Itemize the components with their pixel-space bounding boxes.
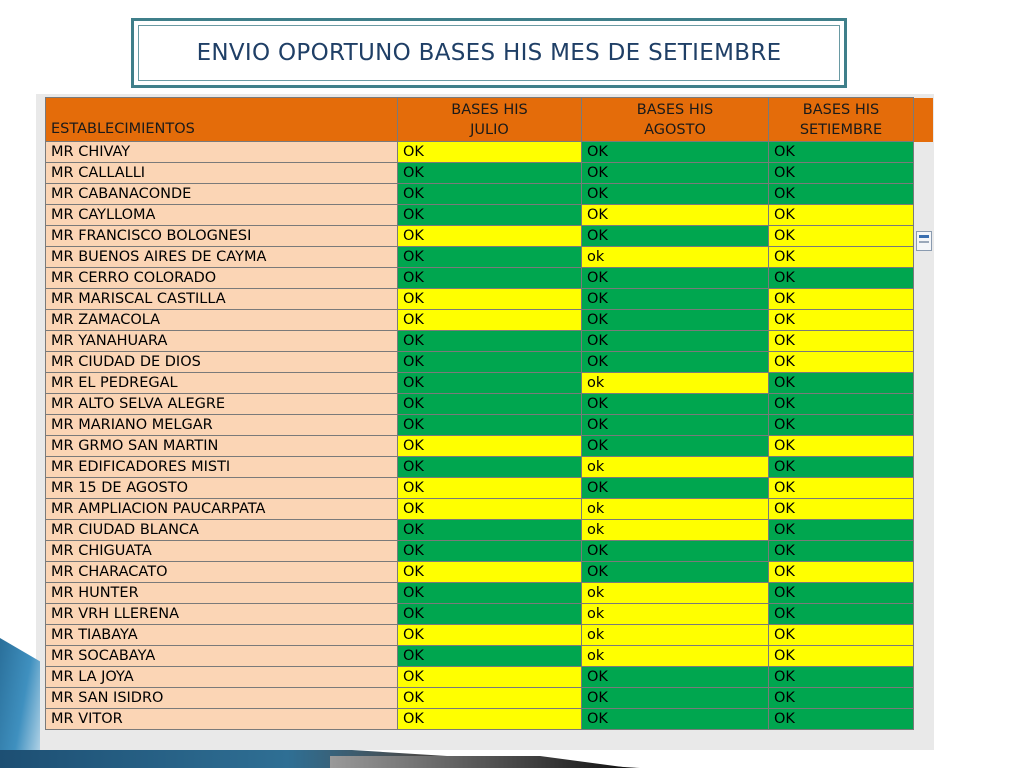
empty-cell bbox=[914, 562, 934, 583]
status-cell-agosto: ok bbox=[582, 604, 769, 625]
status-cell-setiembre: OK bbox=[769, 478, 914, 499]
table-row bbox=[46, 289, 934, 310]
establishment-name-cell: MR SAN ISIDRO bbox=[46, 688, 398, 709]
table-row bbox=[46, 478, 934, 499]
status-cell-julio: OK bbox=[398, 310, 582, 331]
status-cell-julio: OK bbox=[398, 373, 582, 394]
establishment-name-cell: MR ZAMACOLA bbox=[46, 310, 398, 331]
header-julio-line2: JULIO bbox=[470, 121, 509, 138]
status-cell-julio: OK bbox=[398, 478, 582, 499]
status-cell-setiembre: OK bbox=[769, 394, 914, 415]
status-cell-setiembre: OK bbox=[769, 289, 914, 310]
table-row bbox=[46, 142, 934, 163]
status-cell-setiembre: OK bbox=[769, 331, 914, 352]
status-cell-julio: OK bbox=[398, 562, 582, 583]
empty-cell bbox=[914, 625, 934, 646]
status-cell-agosto: OK bbox=[582, 310, 769, 331]
establishment-name-cell: MR AMPLIACION PAUCARPATA bbox=[46, 499, 398, 520]
status-cell-julio: OK bbox=[398, 541, 582, 562]
empty-cell bbox=[914, 604, 934, 625]
status-cell-setiembre: OK bbox=[769, 499, 914, 520]
paste-options-icon[interactable] bbox=[916, 231, 932, 251]
table-row bbox=[46, 709, 934, 730]
establishment-name-cell: MR 15 DE AGOSTO bbox=[46, 478, 398, 499]
empty-cell bbox=[914, 331, 934, 352]
status-cell-julio: OK bbox=[398, 499, 582, 520]
status-cell-setiembre: OK bbox=[769, 541, 914, 562]
status-cell-julio: OK bbox=[398, 688, 582, 709]
table-row bbox=[46, 205, 934, 226]
header-setiembre-line2: SETIEMBRE bbox=[799, 121, 883, 138]
status-cell-julio: OK bbox=[398, 247, 582, 268]
header-setiembre bbox=[769, 98, 914, 142]
status-cell-setiembre: OK bbox=[769, 667, 914, 688]
status-cell-setiembre: OK bbox=[769, 457, 914, 478]
status-cell-setiembre: OK bbox=[769, 247, 914, 268]
establishment-name-cell: MR VITOR bbox=[46, 709, 398, 730]
status-cell-agosto: OK bbox=[582, 331, 769, 352]
establishment-name-cell: MR EL PEDREGAL bbox=[46, 373, 398, 394]
table-row bbox=[46, 226, 934, 247]
empty-cell bbox=[914, 184, 934, 205]
table-row bbox=[46, 499, 934, 520]
status-cell-setiembre: OK bbox=[769, 352, 914, 373]
status-cell-setiembre: OK bbox=[769, 436, 914, 457]
header-julio-line1: BASES HIS bbox=[451, 101, 528, 118]
status-cell-agosto: ok bbox=[582, 625, 769, 646]
status-cell-setiembre: OK bbox=[769, 646, 914, 667]
table-row bbox=[46, 688, 934, 709]
status-cell-agosto: ok bbox=[582, 499, 769, 520]
table-row bbox=[46, 373, 934, 394]
empty-cell bbox=[914, 541, 934, 562]
status-cell-setiembre: OK bbox=[769, 709, 914, 730]
status-cell-setiembre: OK bbox=[769, 562, 914, 583]
header-agosto bbox=[582, 98, 769, 142]
status-cell-julio: OK bbox=[398, 394, 582, 415]
empty-cell bbox=[914, 205, 934, 226]
status-cell-setiembre: OK bbox=[769, 226, 914, 247]
status-cell-julio: OK bbox=[398, 352, 582, 373]
establishment-name-cell: MR SOCABAYA bbox=[46, 646, 398, 667]
empty-cell bbox=[914, 98, 934, 142]
status-cell-agosto: ok bbox=[582, 457, 769, 478]
status-cell-julio: OK bbox=[398, 226, 582, 247]
table-row bbox=[46, 457, 934, 478]
establishment-name-cell: MR CALLALLI bbox=[46, 163, 398, 184]
status-cell-julio: OK bbox=[398, 289, 582, 310]
table-row bbox=[46, 184, 934, 205]
status-cell-setiembre: OK bbox=[769, 163, 914, 184]
spreadsheet-image bbox=[36, 94, 934, 750]
status-cell-julio: OK bbox=[398, 457, 582, 478]
establishment-name-cell: MR HUNTER bbox=[46, 583, 398, 604]
status-cell-setiembre: OK bbox=[769, 625, 914, 646]
establishment-name-cell: MR CHIVAY bbox=[46, 142, 398, 163]
table-row bbox=[46, 163, 934, 184]
table-header-row bbox=[46, 98, 934, 142]
table-row bbox=[46, 583, 934, 604]
status-cell-setiembre: OK bbox=[769, 268, 914, 289]
table-row bbox=[46, 415, 934, 436]
establishment-name-cell: MR FRANCISCO BOLOGNESI bbox=[46, 226, 398, 247]
status-cell-julio: OK bbox=[398, 646, 582, 667]
status-cell-julio: OK bbox=[398, 709, 582, 730]
table-row bbox=[46, 310, 934, 331]
empty-cell bbox=[914, 352, 934, 373]
status-cell-setiembre: OK bbox=[769, 688, 914, 709]
empty-cell bbox=[914, 688, 934, 709]
table-row bbox=[46, 394, 934, 415]
table-row bbox=[46, 436, 934, 457]
empty-cell bbox=[914, 373, 934, 394]
establishment-name-cell: MR TIABAYA bbox=[46, 625, 398, 646]
empty-cell bbox=[914, 583, 934, 604]
empty-cell bbox=[914, 457, 934, 478]
slide-title: ENVIO OPORTUNO BASES HIS MES DE SETIEMBRE bbox=[196, 40, 782, 66]
empty-cell bbox=[914, 289, 934, 310]
empty-cell bbox=[914, 163, 934, 184]
header-agosto-line2: AGOSTO bbox=[644, 121, 706, 138]
status-cell-agosto: OK bbox=[582, 184, 769, 205]
establishment-name-cell: MR CHIGUATA bbox=[46, 541, 398, 562]
decorative-wave-left bbox=[0, 638, 40, 768]
status-cell-setiembre: OK bbox=[769, 310, 914, 331]
status-cell-agosto: ok bbox=[582, 646, 769, 667]
status-cell-setiembre: OK bbox=[769, 415, 914, 436]
empty-cell bbox=[914, 709, 934, 730]
status-cell-julio: OK bbox=[398, 142, 582, 163]
status-cell-agosto: OK bbox=[582, 226, 769, 247]
status-cell-julio: OK bbox=[398, 268, 582, 289]
status-cell-agosto: OK bbox=[582, 436, 769, 457]
status-cell-setiembre: OK bbox=[769, 184, 914, 205]
establishment-name-cell: MR ALTO SELVA ALEGRE bbox=[46, 394, 398, 415]
establishment-name-cell: MR CERRO COLORADO bbox=[46, 268, 398, 289]
empty-cell bbox=[914, 478, 934, 499]
table-row bbox=[46, 352, 934, 373]
table-row bbox=[46, 562, 934, 583]
establishment-name-cell: MR MARISCAL CASTILLA bbox=[46, 289, 398, 310]
establishment-name-cell: MR EDIFICADORES MISTI bbox=[46, 457, 398, 478]
status-cell-agosto: OK bbox=[582, 541, 769, 562]
status-cell-setiembre: OK bbox=[769, 142, 914, 163]
status-cell-agosto: OK bbox=[582, 268, 769, 289]
status-cell-setiembre: OK bbox=[769, 583, 914, 604]
status-cell-julio: OK bbox=[398, 667, 582, 688]
status-cell-agosto: ok bbox=[582, 247, 769, 268]
status-cell-agosto: OK bbox=[582, 667, 769, 688]
establishment-name-cell: MR CABANACONDE bbox=[46, 184, 398, 205]
status-cell-julio: OK bbox=[398, 625, 582, 646]
status-cell-agosto: ok bbox=[582, 520, 769, 541]
table-row bbox=[46, 520, 934, 541]
slide-title-box bbox=[131, 18, 847, 88]
establishment-name-cell: MR CIUDAD BLANCA bbox=[46, 520, 398, 541]
status-cell-julio: OK bbox=[398, 205, 582, 226]
status-cell-julio: OK bbox=[398, 331, 582, 352]
table-row bbox=[46, 667, 934, 688]
status-cell-agosto: OK bbox=[582, 709, 769, 730]
empty-cell bbox=[914, 667, 934, 688]
table-row bbox=[46, 247, 934, 268]
status-cell-julio: OK bbox=[398, 436, 582, 457]
table-row bbox=[46, 268, 934, 289]
status-cell-julio: OK bbox=[398, 163, 582, 184]
empty-cell bbox=[914, 499, 934, 520]
status-cell-setiembre: OK bbox=[769, 205, 914, 226]
status-cell-setiembre: OK bbox=[769, 604, 914, 625]
bases-his-table bbox=[45, 97, 934, 730]
empty-cell bbox=[914, 520, 934, 541]
table-row bbox=[46, 331, 934, 352]
status-cell-agosto: OK bbox=[582, 415, 769, 436]
establishment-name-cell: MR CAYLLOMA bbox=[46, 205, 398, 226]
empty-cell bbox=[914, 142, 934, 163]
table-row bbox=[46, 646, 934, 667]
empty-cell bbox=[914, 394, 934, 415]
status-cell-setiembre: OK bbox=[769, 373, 914, 394]
status-cell-agosto: ok bbox=[582, 373, 769, 394]
status-cell-agosto: OK bbox=[582, 562, 769, 583]
slide-title-frame bbox=[138, 25, 840, 81]
empty-cell bbox=[914, 268, 934, 289]
decorative-wave-bottom-shadow bbox=[330, 756, 630, 768]
status-cell-agosto: OK bbox=[582, 205, 769, 226]
status-cell-agosto: OK bbox=[582, 289, 769, 310]
status-cell-julio: OK bbox=[398, 415, 582, 436]
establishment-name-cell: MR CIUDAD DE DIOS bbox=[46, 352, 398, 373]
empty-cell bbox=[914, 646, 934, 667]
establishment-name-cell: MR VRH LLERENA bbox=[46, 604, 398, 625]
table-row bbox=[46, 604, 934, 625]
status-cell-agosto: OK bbox=[582, 163, 769, 184]
header-establecimientos: ESTABLECIMIENTOS bbox=[46, 98, 398, 142]
establishment-name-cell: MR CHARACATO bbox=[46, 562, 398, 583]
status-cell-agosto: ok bbox=[582, 583, 769, 604]
status-cell-julio: OK bbox=[398, 583, 582, 604]
status-cell-agosto: OK bbox=[582, 688, 769, 709]
establishment-name-cell: MR GRMO SAN MARTIN bbox=[46, 436, 398, 457]
header-julio bbox=[398, 98, 582, 142]
header-agosto-line1: BASES HIS bbox=[636, 101, 714, 118]
status-cell-agosto: OK bbox=[582, 142, 769, 163]
empty-cell bbox=[914, 310, 934, 331]
table-row bbox=[46, 625, 934, 646]
status-cell-agosto: OK bbox=[582, 478, 769, 499]
status-cell-julio: OK bbox=[398, 604, 582, 625]
establishment-name-cell: MR MARIANO MELGAR bbox=[46, 415, 398, 436]
status-cell-agosto: OK bbox=[582, 394, 769, 415]
establishment-name-cell: MR YANAHUARA bbox=[46, 331, 398, 352]
status-cell-julio: OK bbox=[398, 184, 582, 205]
status-cell-agosto: OK bbox=[582, 352, 769, 373]
status-cell-setiembre: OK bbox=[769, 520, 914, 541]
status-cell-julio: OK bbox=[398, 520, 582, 541]
table-row bbox=[46, 541, 934, 562]
establishment-name-cell: MR LA JOYA bbox=[46, 667, 398, 688]
empty-cell bbox=[914, 415, 934, 436]
empty-cell bbox=[914, 436, 934, 457]
establishment-name-cell: MR BUENOS AIRES DE CAYMA bbox=[46, 247, 398, 268]
header-setiembre-line1: BASES HIS bbox=[802, 101, 880, 118]
